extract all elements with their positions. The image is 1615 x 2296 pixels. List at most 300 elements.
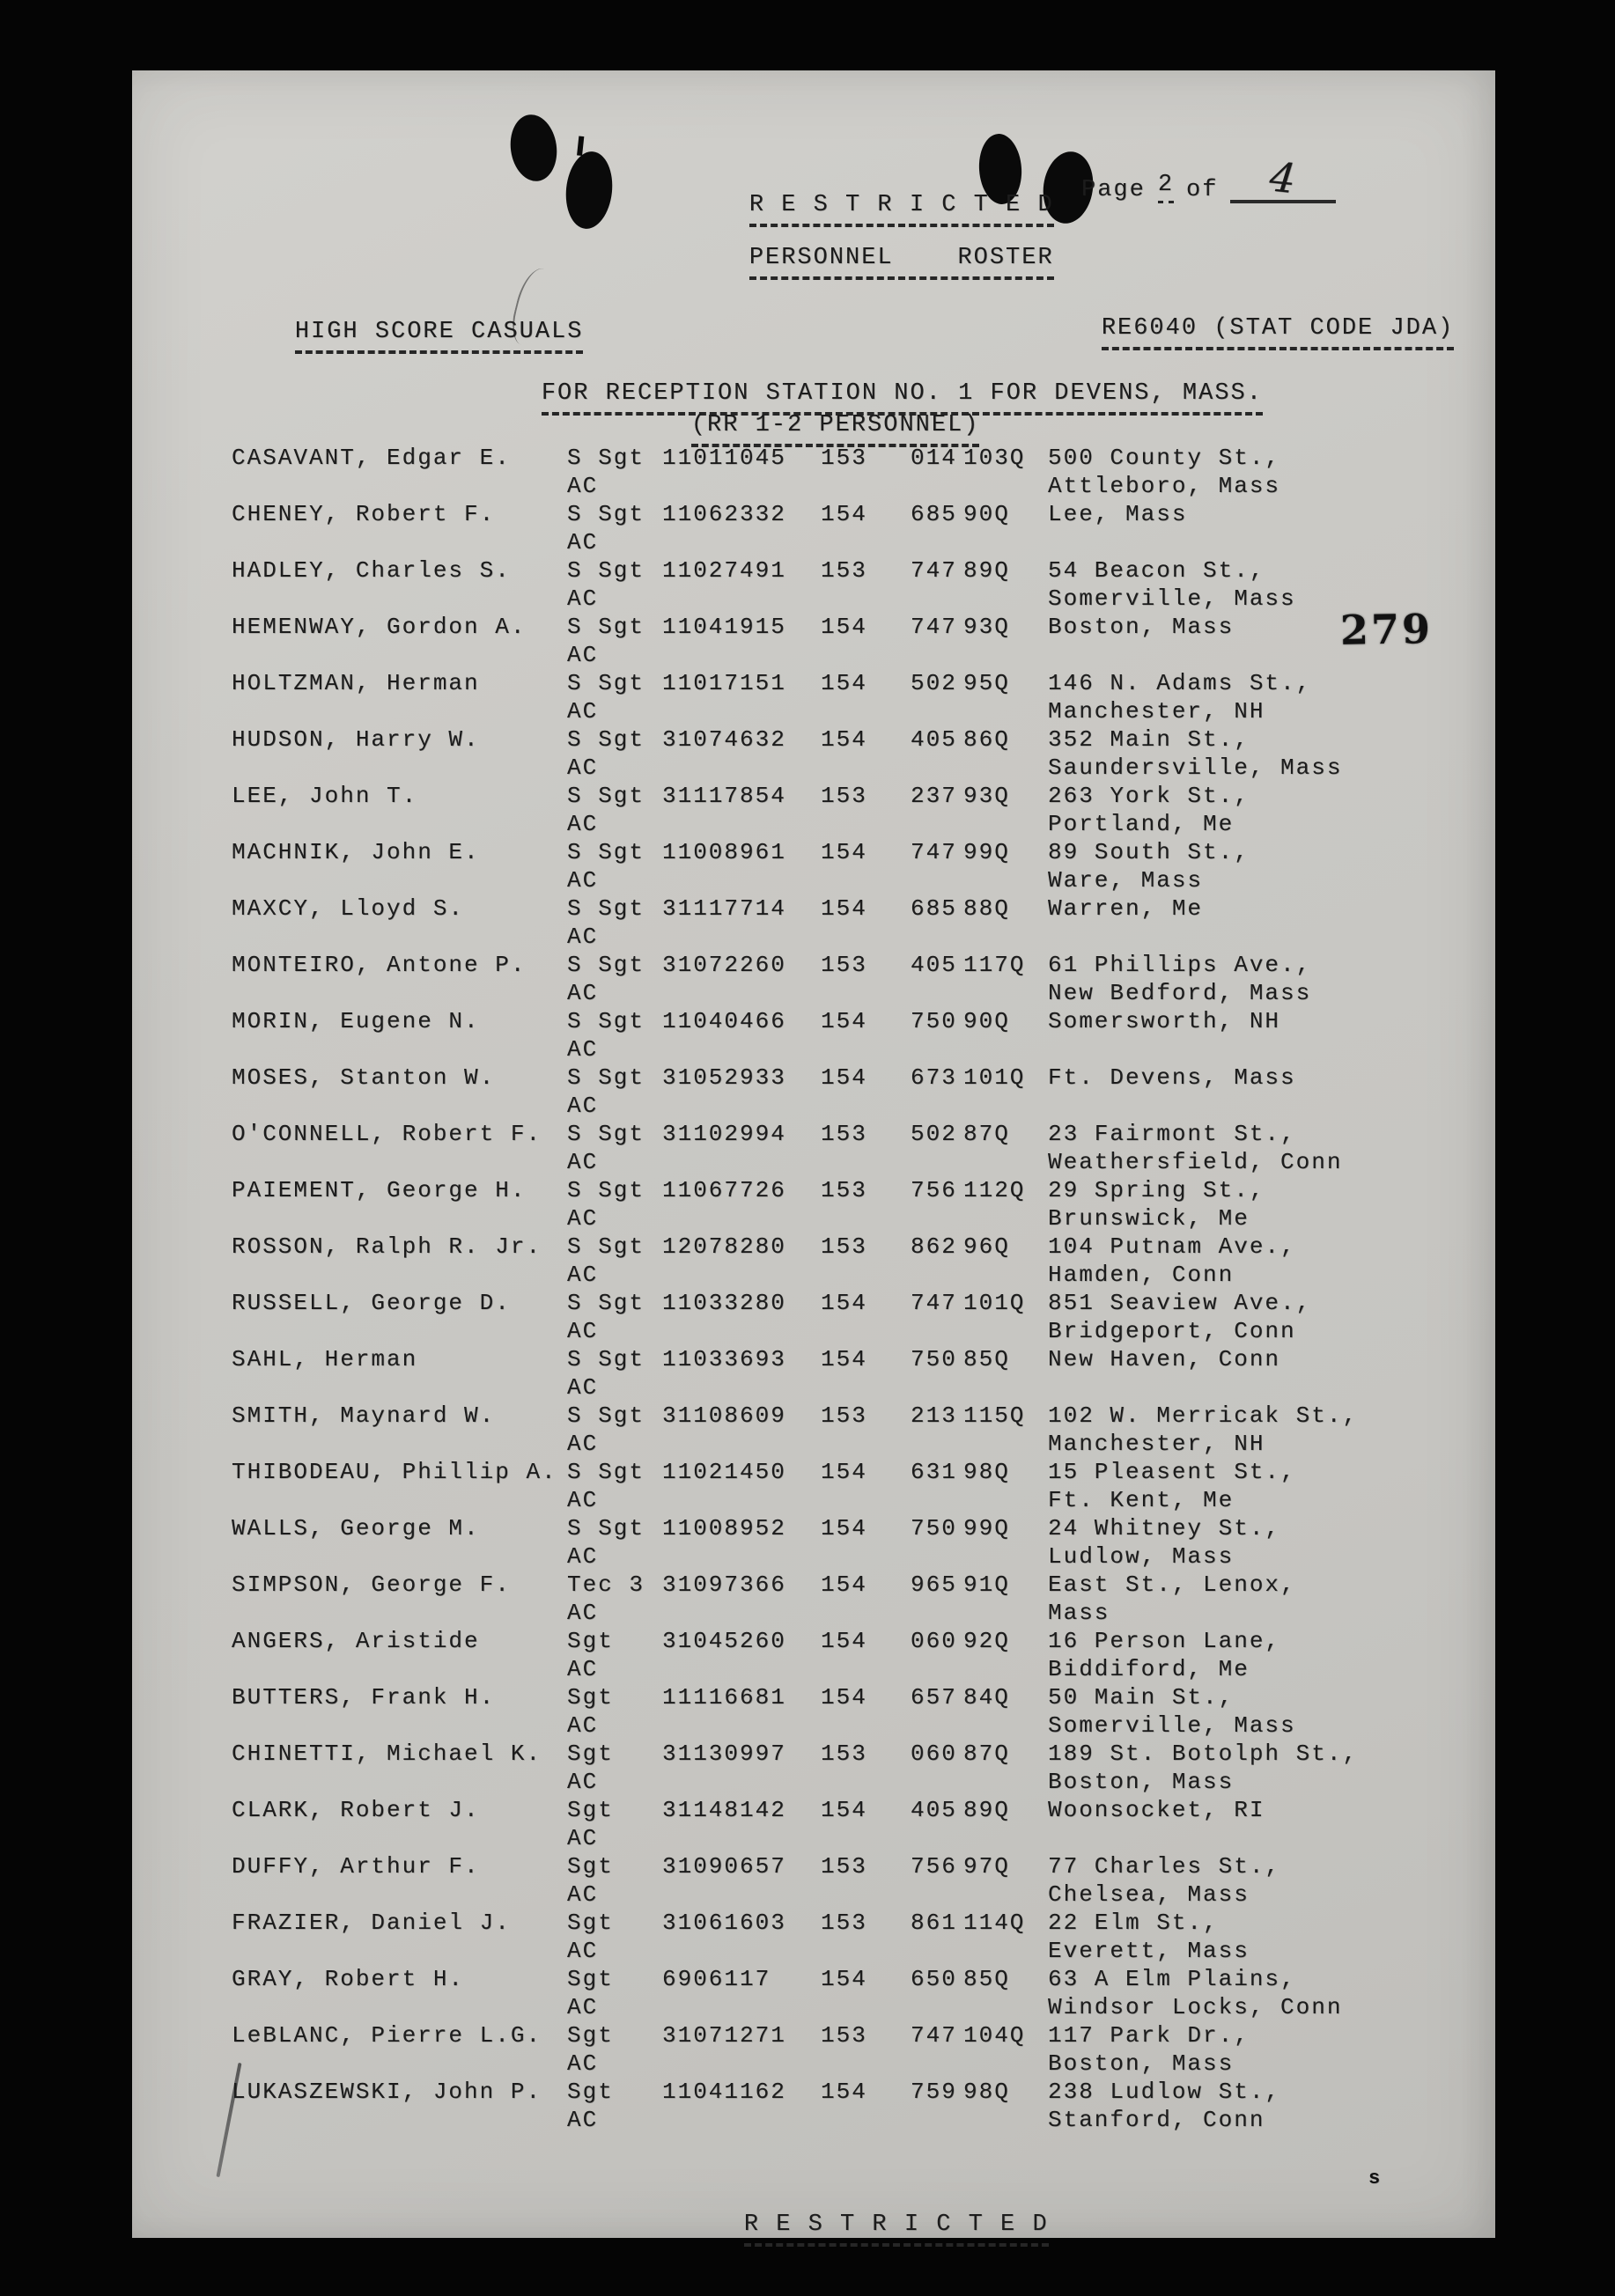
roster-entry [132, 613, 1495, 669]
rank: S Sgt [567, 1290, 645, 1316]
code-2: 862 [911, 1233, 957, 1260]
serial-number: 31102994 [662, 1121, 786, 1147]
roster-entry [132, 725, 1495, 782]
code-3: 97Q [963, 1853, 1010, 1880]
code-2: 861 [911, 1910, 957, 1936]
code-2: 747 [911, 1290, 957, 1316]
rank: S Sgt [567, 1121, 645, 1147]
serial-number: 31090657 [662, 1853, 786, 1880]
serial-number: 31108609 [662, 1402, 786, 1429]
soldier-name: LEE, John T. [232, 783, 418, 809]
address-line-1: 77 Charles St., [1048, 1853, 1281, 1880]
branch: AC [567, 1938, 599, 1964]
code-2: 747 [911, 839, 957, 865]
serial-number: 11041162 [662, 2079, 786, 2105]
soldier-name: MOSES, Stanton W. [232, 1064, 496, 1091]
code-1: 154 [821, 726, 867, 753]
branch: AC [567, 529, 599, 556]
soldier-name: WALLS, George M. [232, 1515, 480, 1542]
rank: S Sgt [567, 445, 645, 471]
roster-entry [132, 1909, 1495, 1965]
rank: S Sgt [567, 1064, 645, 1091]
code-3: 86Q [963, 726, 1010, 753]
serial-number: 31052933 [662, 1064, 786, 1091]
serial-number: 31071271 [662, 2022, 786, 2049]
address-line-1: Woonsocket, RI [1048, 1797, 1265, 1823]
roster-entry [132, 1514, 1495, 1571]
roster-entry [132, 782, 1495, 838]
roster-entry [132, 1965, 1495, 2021]
address-line-1: New Haven, Conn [1048, 1346, 1281, 1372]
roster-entry [132, 1176, 1495, 1233]
soldier-name: ROSSON, Ralph R. Jr. [232, 1233, 542, 1260]
branch: AC [567, 1769, 599, 1795]
code-1: 154 [821, 1966, 867, 1992]
code-1: 154 [821, 895, 867, 922]
address-line-1: 102 W. Merricak St., [1048, 1402, 1359, 1429]
code-3: 95Q [963, 670, 1010, 696]
address-line-2: Weathersfield, Conn [1048, 1149, 1343, 1175]
address-line-2: Biddiford, Me [1048, 1656, 1250, 1682]
roster-entry [132, 2078, 1495, 2134]
rank: S Sgt [567, 1346, 645, 1372]
code-2: 747 [911, 557, 957, 584]
code-1: 154 [821, 1290, 867, 1316]
code-2: 014 [911, 445, 957, 471]
code-1: 154 [821, 1008, 867, 1034]
code-3: 99Q [963, 839, 1010, 865]
code-3: 96Q [963, 1233, 1010, 1260]
serial-number: 31097366 [662, 1571, 786, 1598]
page-stamp: 279 [1339, 605, 1434, 654]
code-1: 153 [821, 1740, 867, 1767]
code-1: 154 [821, 1515, 867, 1542]
rank: S Sgt [567, 1515, 645, 1542]
code-2: 405 [911, 952, 957, 978]
address-line-2: Attleboro, Mass [1048, 473, 1281, 499]
serial-number: 11040466 [662, 1008, 786, 1034]
roster-entry [132, 500, 1495, 556]
soldier-name: DUFFY, Arthur F. [232, 1853, 480, 1880]
address-line-2: Portland, Me [1048, 811, 1235, 837]
page-total-handwritten: 4 [1267, 152, 1300, 203]
rank: Sgt [567, 1910, 614, 1936]
roster-entry [132, 444, 1495, 500]
code-2: 213 [911, 1402, 957, 1429]
code-2: 405 [911, 1797, 957, 1823]
code-3: 90Q [963, 501, 1010, 527]
soldier-name: BUTTERS, Frank H. [232, 1684, 496, 1711]
rank: S Sgt [567, 557, 645, 584]
branch: AC [567, 585, 599, 612]
code-1: 153 [821, 1233, 867, 1260]
code-1: 153 [821, 952, 867, 978]
address-line-2: Manchester, NH [1048, 698, 1265, 725]
soldier-name: MONTEIRO, Antone P. [232, 952, 527, 978]
branch: AC [567, 1600, 599, 1626]
roster-entry [132, 1740, 1495, 1796]
branch: AC [567, 1543, 599, 1570]
branch: AC [567, 1994, 599, 2020]
roster-entry [132, 1627, 1495, 1683]
code-2: 237 [911, 783, 957, 809]
address-line-2: Ft. Kent, Me [1048, 1487, 1235, 1513]
address-line-2: Boston, Mass [1048, 2050, 1235, 2077]
code-2: 657 [911, 1684, 957, 1711]
branch: AC [567, 1825, 599, 1851]
address-line-1: Warren, Me [1048, 895, 1204, 922]
rank: S Sgt [567, 670, 645, 696]
page-number: 2 [1158, 172, 1174, 203]
serial-number: 31117854 [662, 783, 786, 809]
page-total-underline [1230, 152, 1336, 203]
code-2: 650 [911, 1966, 957, 1992]
code-1: 153 [821, 2022, 867, 2049]
page-word: Page [1081, 177, 1146, 203]
address-line-2: Manchester, NH [1048, 1431, 1265, 1457]
code-2: 405 [911, 726, 957, 753]
branch: AC [567, 1262, 599, 1288]
code-2: 631 [911, 1459, 957, 1485]
code-2: 750 [911, 1008, 957, 1034]
code-1: 154 [821, 501, 867, 527]
document-page [132, 70, 1495, 2238]
serial-number: 11062332 [662, 501, 786, 527]
rank: S Sgt [567, 501, 645, 527]
rank: S Sgt [567, 1177, 645, 1203]
serial-number: 11033280 [662, 1290, 786, 1316]
address-line-1: East St., Lenox, [1048, 1571, 1296, 1598]
address-line-2: Ware, Mass [1048, 867, 1204, 894]
address-line-1: 89 South St., [1048, 839, 1250, 865]
address-line-1: Boston, Mass [1048, 614, 1235, 640]
code-3: 85Q [963, 1346, 1010, 1372]
address-line-1: 15 Pleasent St., [1048, 1459, 1296, 1485]
soldier-name: MACHNIK, John E. [232, 839, 480, 865]
soldier-name: ANGERS, Aristide [232, 1628, 480, 1654]
soldier-name: HOLTZMAN, Herman [232, 670, 480, 696]
code-3: 93Q [963, 783, 1010, 809]
address-line-2: Windsor Locks, Conn [1048, 1994, 1343, 2020]
address-line-2: Somerville, Mass [1048, 1712, 1296, 1739]
classification-text: R E S T R I C T E D [749, 192, 1054, 227]
address-line-1: 24 Whitney St., [1048, 1515, 1281, 1542]
soldier-name: RUSSELL, George D. [232, 1290, 511, 1316]
soldier-name: CLARK, Robert J. [232, 1797, 480, 1823]
code-3: 84Q [963, 1684, 1010, 1711]
rank: S Sgt [567, 839, 645, 865]
soldier-name: HEMENWAY, Gordon A. [232, 614, 527, 640]
code-2: 060 [911, 1628, 957, 1654]
roster-entry [132, 1120, 1495, 1176]
corner-mark: s [1368, 2167, 1381, 2189]
code-1: 154 [821, 1064, 867, 1091]
serial-number: 31074632 [662, 726, 786, 753]
serial-number: 31061603 [662, 1910, 786, 1936]
code-1: 154 [821, 614, 867, 640]
soldier-name: SIMPSON, George F. [232, 1571, 511, 1598]
address-line-2: Mass [1048, 1600, 1110, 1626]
branch: AC [567, 2050, 599, 2077]
code-3: 85Q [963, 1966, 1010, 1992]
soldier-name: HADLEY, Charles S. [232, 557, 511, 584]
address-line-2: Brunswick, Me [1048, 1205, 1250, 1232]
address-line-1: 104 Putnam Ave., [1048, 1233, 1296, 1260]
code-3: 99Q [963, 1515, 1010, 1542]
code-3: 92Q [963, 1628, 1010, 1654]
stat-code-reference: RE6040 (STAT CODE JDA) [1037, 289, 1454, 377]
address-line-1: 263 York St., [1048, 783, 1250, 809]
branch: AC [567, 1318, 599, 1344]
serial-number: 31130997 [662, 1740, 786, 1767]
roster-entry [132, 894, 1495, 951]
code-3: 114Q [963, 1910, 1026, 1936]
of-word: of [1186, 177, 1219, 203]
soldier-name: SMITH, Maynard W. [232, 1402, 496, 1429]
address-line-2: Boston, Mass [1048, 1769, 1235, 1795]
roster-entry [132, 669, 1495, 725]
document-title: PERSONNEL ROSTER [685, 218, 1054, 306]
address-line-1: 63 A Elm Plains, [1048, 1966, 1296, 1992]
code-3: 98Q [963, 1459, 1010, 1485]
personnel-type-line: (RR 1-2 PERSONNEL) [627, 386, 979, 474]
branch: AC [567, 2107, 599, 2133]
soldier-name: CASAVANT, Edgar E. [232, 445, 511, 471]
soldier-name: PAIEMENT, George H. [232, 1177, 527, 1203]
address-line-2: New Bedford, Mass [1048, 980, 1312, 1006]
address-line-1: 146 N. Adams St., [1048, 670, 1312, 696]
branch: AC [567, 1093, 599, 1119]
rank: S Sgt [567, 1459, 645, 1485]
roster-entry [132, 1007, 1495, 1063]
code-1: 153 [821, 445, 867, 471]
address-line-1: 189 St. Botolph St., [1048, 1740, 1359, 1767]
roster-entry [132, 1683, 1495, 1740]
address-line-1: 23 Fairmont St., [1048, 1121, 1296, 1147]
serial-number: 11011045 [662, 445, 786, 471]
serial-number: 11008952 [662, 1515, 786, 1542]
branch: AC [567, 1374, 599, 1401]
code-1: 154 [821, 1628, 867, 1654]
roster-entry [132, 1289, 1495, 1345]
code-3: 89Q [963, 1797, 1010, 1823]
address-line-1: 352 Main St., [1048, 726, 1250, 753]
soldier-name: CHENEY, Robert F. [232, 501, 496, 527]
code-2: 502 [911, 670, 957, 696]
soldier-name: SAHL, Herman [232, 1346, 418, 1372]
code-2: 685 [911, 501, 957, 527]
code-1: 154 [821, 670, 867, 696]
code-2: 965 [911, 1571, 957, 1598]
soldier-name: O'CONNELL, Robert F. [232, 1121, 542, 1147]
branch: AC [567, 811, 599, 837]
serial-number: 11041915 [662, 614, 786, 640]
address-line-1: 50 Main St., [1048, 1684, 1235, 1711]
serial-number: 11033693 [662, 1346, 786, 1372]
rank: Sgt [567, 1966, 614, 1992]
address-line-1: 22 Elm St., [1048, 1910, 1219, 1936]
branch: AC [567, 1205, 599, 1232]
code-2: 756 [911, 1853, 957, 1880]
rank: S Sgt [567, 895, 645, 922]
address-line-2: Bridgeport, Conn [1048, 1318, 1296, 1344]
code-3: 90Q [963, 1008, 1010, 1034]
address-line-2: Hamden, Conn [1048, 1262, 1235, 1288]
code-3: 87Q [963, 1121, 1010, 1147]
roster-entry [132, 1402, 1495, 1458]
code-3: 101Q [963, 1064, 1026, 1091]
branch: AC [567, 473, 599, 499]
code-1: 153 [821, 783, 867, 809]
code-2: 060 [911, 1740, 957, 1767]
branch: AC [567, 754, 599, 781]
code-1: 153 [821, 1177, 867, 1203]
code-2: 750 [911, 1346, 957, 1372]
roster-table [132, 444, 1495, 2134]
address-line-1: 238 Ludlow St., [1048, 2079, 1281, 2105]
roster-entry [132, 2021, 1495, 2078]
branch: AC [567, 698, 599, 725]
serial-number: 31072260 [662, 952, 786, 978]
code-3: 89Q [963, 557, 1010, 584]
address-line-1: 500 County St., [1048, 445, 1281, 471]
branch: AC [567, 642, 599, 668]
rank: Sgt [567, 2022, 614, 2049]
code-1: 153 [821, 1121, 867, 1147]
soldier-name: LeBLANC, Pierre L.G. [232, 2022, 542, 2049]
branch: AC [567, 1881, 599, 1908]
code-1: 153 [821, 1402, 867, 1429]
serial-number: 11021450 [662, 1459, 786, 1485]
code-2: 759 [911, 2079, 957, 2105]
ink-blob [563, 150, 616, 232]
rank: Sgt [567, 2079, 614, 2105]
roster-entry [132, 1233, 1495, 1289]
roster-entry [132, 1345, 1495, 1402]
address-line-1: 54 Beacon St., [1048, 557, 1265, 584]
code-1: 153 [821, 1853, 867, 1880]
soldier-name: MORIN, Eugene N. [232, 1008, 480, 1034]
branch: AC [567, 1149, 599, 1175]
soldier-name: HUDSON, Harry W. [232, 726, 480, 753]
branch: AC [567, 980, 599, 1006]
code-1: 154 [821, 839, 867, 865]
code-3: 93Q [963, 614, 1010, 640]
rank: S Sgt [567, 1008, 645, 1034]
code-3: 117Q [963, 952, 1026, 978]
serial-number: 31117714 [662, 895, 786, 922]
branch: AC [567, 924, 599, 950]
code-1: 154 [821, 1571, 867, 1598]
code-1: 153 [821, 1910, 867, 1936]
soldier-name: CHINETTI, Michael K. [232, 1740, 542, 1767]
code-1: 154 [821, 2079, 867, 2105]
code-3: 103Q [963, 445, 1026, 471]
roster-entry [132, 1852, 1495, 1909]
serial-number: 31148142 [662, 1797, 786, 1823]
rank: Sgt [567, 1797, 614, 1823]
branch: AC [567, 1487, 599, 1513]
rank: Sgt [567, 1853, 614, 1880]
address-line-2: Stanford, Conn [1048, 2107, 1265, 2133]
address-line-1: 117 Park Dr., [1048, 2022, 1250, 2049]
classification-footer: R E S T R I C T E D [680, 2185, 1049, 2273]
code-3: 98Q [963, 2079, 1010, 2105]
roster-entry [132, 1571, 1495, 1627]
code-3: 88Q [963, 895, 1010, 922]
serial-number: 6906117 [662, 1966, 771, 1992]
code-3: 112Q [963, 1177, 1026, 1203]
serial-number: 11017151 [662, 670, 786, 696]
code-1: 153 [821, 557, 867, 584]
soldier-name: FRAZIER, Daniel J. [232, 1910, 511, 1936]
code-1: 154 [821, 1684, 867, 1711]
rank: Tec 3 [567, 1571, 645, 1598]
code-2: 685 [911, 895, 957, 922]
code-3: 104Q [963, 2022, 1026, 2049]
address-line-2: Everett, Mass [1048, 1938, 1250, 1964]
rank: S Sgt [567, 726, 645, 753]
rank: S Sgt [567, 952, 645, 978]
section-title-left: HIGH SCORE CASUALS [231, 292, 583, 380]
rank: S Sgt [567, 614, 645, 640]
roster-entry [132, 1796, 1495, 1852]
roster-entry [132, 1458, 1495, 1514]
roster-entry [132, 1063, 1495, 1120]
code-2: 747 [911, 614, 957, 640]
address-line-1: Somersworth, NH [1048, 1008, 1281, 1034]
address-line-1: 851 Seaview Ave., [1048, 1290, 1312, 1316]
address-line-2: Somerville, Mass [1048, 585, 1296, 612]
code-3: 101Q [963, 1290, 1026, 1316]
roster-entry [132, 951, 1495, 1007]
code-2: 673 [911, 1064, 957, 1091]
reception-station-line: FOR RECEPTION STATION NO. 1 FOR DEVENS, MASS. [477, 354, 1263, 442]
address-line-1: 16 Person Lane, [1048, 1628, 1281, 1654]
code-2: 756 [911, 1177, 957, 1203]
code-2: 747 [911, 2022, 957, 2049]
code-2: 502 [911, 1121, 957, 1147]
rank: S Sgt [567, 1402, 645, 1429]
address-line-1: 29 Spring St., [1048, 1177, 1265, 1203]
address-line-2: Ludlow, Mass [1048, 1543, 1235, 1570]
serial-number: 12078280 [662, 1233, 786, 1260]
branch: AC [567, 1431, 599, 1457]
serial-number: 11008961 [662, 839, 786, 865]
code-3: 115Q [963, 1402, 1026, 1429]
code-1: 154 [821, 1797, 867, 1823]
rank: S Sgt [567, 783, 645, 809]
code-3: 91Q [963, 1571, 1010, 1598]
page-number-block [1081, 152, 1336, 203]
serial-number: 11116681 [662, 1684, 786, 1711]
code-1: 154 [821, 1459, 867, 1485]
rank: Sgt [567, 1628, 614, 1654]
branch: AC [567, 1656, 599, 1682]
roster-entry [132, 556, 1495, 613]
code-2: 750 [911, 1515, 957, 1542]
roster-entry [132, 838, 1495, 894]
ink-blob [506, 112, 561, 184]
soldier-name: LUKASZEWSKI, John P. [232, 2079, 542, 2105]
address-line-1: Lee, Mass [1048, 501, 1188, 527]
address-line-2: Saundersville, Mass [1048, 754, 1343, 781]
branch: AC [567, 867, 599, 894]
serial-number: 11027491 [662, 557, 786, 584]
soldier-name: MAXCY, Lloyd S. [232, 895, 465, 922]
rank: Sgt [567, 1684, 614, 1711]
branch: AC [567, 1712, 599, 1739]
